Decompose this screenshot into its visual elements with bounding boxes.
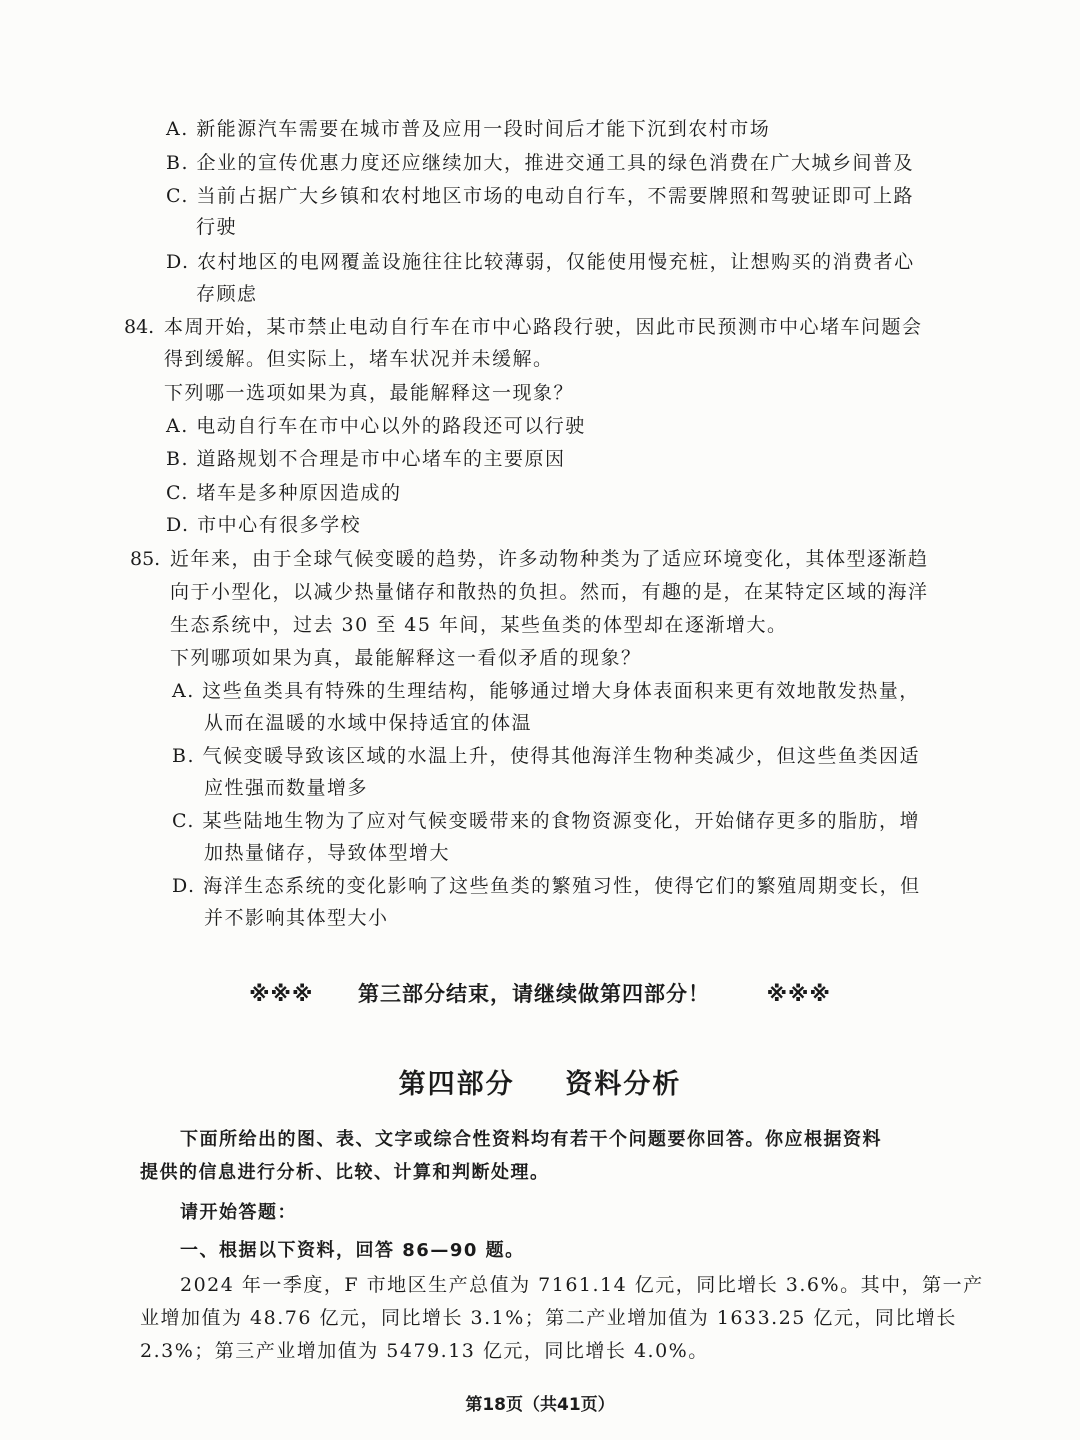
part4-title — [0, 1062, 1080, 1101]
prev-option-c-cont: 行驶 — [196, 216, 238, 238]
q84-option-a: A. 电动自行车在市中心以外的路段还可以行驶 — [166, 415, 586, 437]
section-end-mark-right: ※※※ — [766, 982, 831, 1006]
q85-option-d-cont: 并不影响其体型大小 — [204, 907, 389, 929]
q85-option-d: D. 海洋生态系统的变化影响了这些鱼类的繁殖习性，使得它们的繁殖周期变长，但 — [172, 875, 921, 897]
q85-option-a-cont: 从而在温暖的水域中保持适宜的体温 — [204, 712, 533, 734]
part4-group1-heading: 一、根据以下资料，回答 86—90 题。 — [180, 1240, 525, 1261]
part4-title-right: 资料分析 — [565, 1069, 682, 1100]
q84-option-b: B. 道路规划不合理是市中心堵车的主要原因 — [166, 448, 566, 470]
part4-title-left: 第四部分 — [398, 1069, 515, 1100]
material-line1: 2024 年一季度，F 市地区生产总值为 7161.14 亿元，同比增长 3.6%。其中，第一产 — [180, 1274, 984, 1296]
q85-option-a: A. 这些鱼类具有特殊的生理结构，能够通过增大身体表面积来更有效地散发热量， — [172, 680, 920, 702]
section-end-text: 第三部分结束，请继续做第四部分！ — [358, 982, 710, 1006]
prev-option-d: D. 农村地区的电网覆盖设施往往比较薄弱，仅能使用慢充桩，让想购买的消费者心 — [166, 251, 915, 273]
q85-option-c: C. 某些陆地生物为了应对气候变暖带来的食物资源变化，开始储存更多的脂肪，增 — [172, 810, 920, 832]
q85-number: 85. — [130, 548, 161, 570]
prev-option-c: C. 当前占据广大乡镇和农村地区市场的电动自行车，不需要牌照和驾驶证即可上路 — [166, 185, 914, 207]
part4-intro-line2: 提供的信息进行分析、比较、计算和判断处理。 — [140, 1162, 550, 1183]
q85-stem-line1: 近年来，由于全球气候变暖的趋势，许多动物种类为了适应环境变化，其体型逐渐趋 — [170, 548, 929, 570]
part4-start: 请开始答题： — [180, 1202, 297, 1223]
q84-stem-line1: 本周开始，某市禁止电动自行车在市中心路段行驶，因此市民预测市中心堵车问题会 — [164, 316, 923, 338]
page-number: 第18页（共41页） — [465, 1395, 615, 1415]
q85-question: 下列哪项如果为真，最能解释这一看似矛盾的现象？ — [170, 647, 642, 669]
q85-stem-line3: 生态系统中，过去 30 至 45 年间，某些鱼类的体型却在逐渐增大。 — [170, 614, 788, 636]
q85-stem-line2: 向于小型化，以减少热量储存和散热的负担。然而，有趣的是，在某特定区域的海洋 — [170, 581, 929, 603]
q84-option-c: C. 堵车是多种原因造成的 — [166, 482, 402, 504]
prev-option-a: A. 新能源汽车需要在城市普及应用一段时间后才能下沉到农村市场 — [166, 118, 771, 140]
q84-option-d: D. 市中心有很多学校 — [166, 514, 362, 536]
q85-option-b-cont: 应性强而数量增多 — [204, 777, 369, 799]
q84-number: 84. — [124, 316, 155, 338]
q84-question: 下列哪一选项如果为真，最能解释这一现象？ — [164, 382, 575, 404]
q84-stem-line2: 得到缓解。但实际上，堵车状况并未缓解。 — [164, 348, 554, 370]
section-end-mark-left: ※※※ — [249, 982, 314, 1006]
material-line2: 业增加值为 48.76 亿元，同比增长 3.1%；第二产业增加值为 1633.25 亿元，同比增长 — [140, 1307, 957, 1329]
material-line3: 2.3%；第三产业增加值为 5479.13 亿元，同比增长 4.0%。 — [140, 1340, 709, 1362]
prev-option-b: B. 企业的宣传优惠力度还应继续加大，推进交通工具的绿色消费在广大城乡间普及 — [166, 152, 915, 174]
section-end-notice — [0, 978, 1080, 1008]
q85-option-b: B. 气候变暖导致该区域的水温上升，使得其他海洋生物种类减少，但这些鱼类因适 — [172, 745, 921, 767]
prev-option-d-cont: 存顾虑 — [196, 283, 258, 305]
part4-intro-line1: 下面所给出的图、表、文字或综合性资料均有若干个问题要你回答。你应根据资料 — [180, 1129, 882, 1150]
q85-option-c-cont: 加热量储存，导致体型增大 — [204, 842, 451, 864]
